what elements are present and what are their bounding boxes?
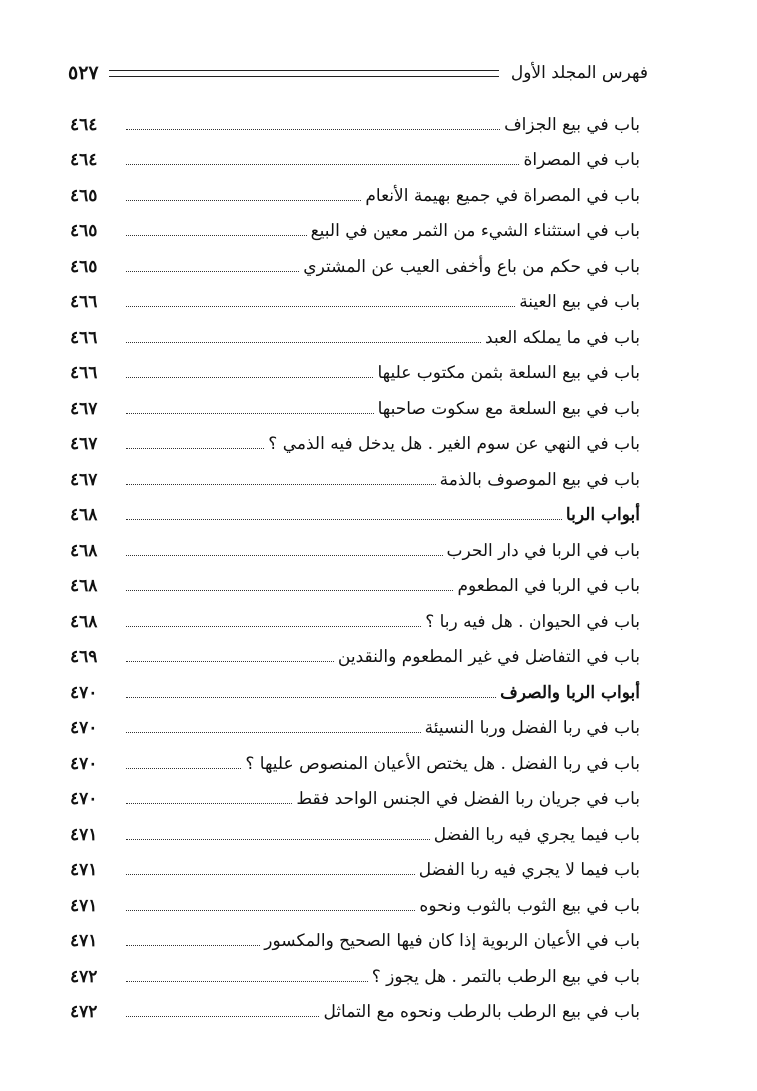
table-of-contents — [70, 100, 640, 1023]
toc-entry-title: باب في بيع العينة — [519, 292, 640, 312]
dot-leader — [126, 235, 307, 236]
dot-leader — [126, 555, 443, 556]
toc-entry-page: ٤٦٨ — [70, 576, 98, 596]
toc-entry-title: باب في النهي عن سوم الغير . هل يدخل فيه الذمي ؟ — [268, 434, 640, 454]
dot-leader — [126, 306, 515, 307]
dot-leader — [126, 164, 519, 165]
header-page-number: ٥٢٧ — [68, 62, 99, 84]
toc-entry-page: ٤٦٧ — [70, 434, 98, 454]
toc-entry-page: ٤٦٦ — [70, 363, 98, 383]
dot-leader — [126, 1016, 319, 1017]
dot-leader — [126, 697, 496, 698]
toc-entry-page: ٤٦٨ — [70, 505, 98, 525]
toc-entry — [70, 633, 640, 669]
toc-entry-page: ٤٦٤ — [70, 114, 98, 135]
toc-entry-page: ٤٧١ — [70, 895, 98, 916]
toc-entry — [70, 526, 640, 562]
dot-leader — [126, 590, 453, 591]
dot-leader — [126, 945, 260, 946]
toc-section-heading — [70, 668, 640, 704]
dot-leader — [126, 661, 334, 662]
toc-section-heading — [70, 491, 640, 527]
toc-entry-page: ٤٧١ — [70, 931, 98, 951]
dot-leader — [126, 129, 500, 130]
toc-entry — [70, 384, 640, 420]
toc-entry-page: ٤٦٥ — [70, 185, 98, 206]
toc-entry-title: باب في استثناء الشيء من الثمر معين في البيع — [310, 221, 640, 241]
toc-entry — [70, 988, 640, 1024]
dot-leader — [126, 377, 373, 378]
toc-entry-title: أبواب الربا — [565, 505, 640, 525]
toc-entry-page: ٤٧٢ — [70, 1002, 98, 1022]
toc-entry — [70, 597, 640, 633]
toc-entry — [70, 100, 640, 136]
toc-entry-page: ٤٦٤ — [70, 150, 98, 170]
toc-entry-title: باب في بيع الرطب بالرطب ونحوه مع التماثل — [323, 1002, 640, 1022]
dot-leader — [126, 413, 374, 414]
dot-leader — [126, 981, 368, 982]
toc-entry-title: باب في بيع السلعة مع سكوت صاحبها — [377, 398, 640, 419]
toc-entry-page: ٤٧٠ — [70, 718, 98, 738]
toc-entry-title: باب في الربا في دار الحرب — [446, 540, 640, 561]
toc-entry-title: باب في بيع الرطب بالتمر . هل يجوز ؟ — [371, 966, 640, 987]
toc-entry-title: باب في بيع السلعة بثمن مكتوب عليها — [377, 363, 640, 383]
toc-entry-title: باب في ربا الفضل وربا النسيئة — [424, 718, 640, 738]
toc-entry — [70, 136, 640, 172]
dot-leader — [126, 519, 562, 520]
toc-entry — [70, 420, 640, 456]
toc-entry — [70, 313, 640, 349]
dot-leader — [126, 200, 361, 201]
dot-leader — [126, 342, 481, 343]
toc-entry-title: باب في بيع الموصوف بالذمة — [439, 469, 640, 490]
header-title: فهرس المجلد الأول — [510, 63, 648, 83]
toc-entry-page: ٤٦٧ — [70, 469, 98, 490]
toc-entry — [70, 207, 640, 243]
toc-entry — [70, 562, 640, 598]
toc-entry — [70, 775, 640, 811]
page-header — [68, 58, 648, 88]
toc-entry — [70, 881, 640, 917]
toc-entry-title: باب في الربا في المطعوم — [457, 576, 640, 596]
toc-entry — [70, 810, 640, 846]
dot-leader — [126, 910, 415, 911]
dot-leader — [126, 626, 421, 627]
dot-leader — [126, 803, 292, 804]
dot-leader — [126, 271, 299, 272]
toc-entry-page: ٤٦٨ — [70, 611, 98, 632]
toc-entry-page: ٤٦٦ — [70, 292, 98, 312]
toc-entry — [70, 278, 640, 314]
toc-entry-title: باب في الأعيان الربوية إذا كان فيها الصحيح والمكسور — [264, 931, 640, 951]
dot-leader — [126, 874, 415, 875]
toc-entry-page: ٤٦٥ — [70, 256, 98, 277]
toc-entry-title: باب في المصراة في جميع بهيمة الأنعام — [365, 185, 640, 206]
toc-entry-title: باب في التفاضل في غير المطعوم والنقدين — [337, 647, 640, 667]
toc-entry-page: ٤٧٠ — [70, 682, 98, 703]
toc-entry — [70, 952, 640, 988]
dot-leader — [126, 732, 421, 733]
toc-entry-title: باب في المصراة — [523, 150, 640, 170]
toc-entry-page: ٤٦٥ — [70, 221, 98, 241]
toc-entry-page: ٤٧٢ — [70, 966, 98, 987]
toc-entry-page: ٤٧١ — [70, 824, 98, 845]
toc-entry — [70, 917, 640, 953]
toc-entry-title: باب فيما لا يجري فيه ربا الفضل — [418, 860, 640, 880]
toc-entry-title: باب فيما يجري فيه ربا الفضل — [433, 824, 640, 845]
toc-entry — [70, 242, 640, 278]
toc-entry-page: ٤٧٠ — [70, 753, 98, 774]
dot-leader — [126, 839, 430, 840]
toc-entry-page: ٤٧١ — [70, 860, 98, 880]
toc-entry — [70, 739, 640, 775]
toc-entry-page: ٤٦٦ — [70, 327, 98, 348]
dot-leader — [126, 484, 436, 485]
toc-entry — [70, 171, 640, 207]
toc-entry — [70, 846, 640, 882]
toc-entry-title: باب في بيع الجزاف — [504, 114, 640, 135]
toc-entry-title: أبواب الربا والصرف — [500, 682, 640, 703]
toc-entry — [70, 704, 640, 740]
toc-entry-title: باب في جريان ربا الفضل في الجنس الواحد فقط — [296, 789, 640, 809]
toc-entry-title: باب في الحيوان . هل فيه ربا ؟ — [425, 611, 640, 632]
header-rule — [109, 70, 499, 77]
toc-entry-page: ٤٦٨ — [70, 540, 98, 561]
dot-leader — [126, 448, 264, 449]
toc-entry-page: ٤٧٠ — [70, 789, 98, 809]
toc-entry-title: باب في حكم من باع وأخفى العيب عن المشتري — [303, 256, 640, 277]
toc-entry-page: ٤٦٧ — [70, 398, 98, 419]
toc-entry-title: باب في بيع الثوب بالثوب ونحوه — [419, 895, 640, 916]
toc-entry — [70, 349, 640, 385]
toc-entry — [70, 455, 640, 491]
dot-leader — [126, 768, 241, 769]
toc-entry-title: باب في ما يملكه العبد — [485, 327, 640, 348]
toc-entry-page: ٤٦٩ — [70, 647, 98, 667]
toc-entry-title: باب في ربا الفضل . هل يختص الأعيان المنصوص عليها ؟ — [245, 753, 640, 774]
